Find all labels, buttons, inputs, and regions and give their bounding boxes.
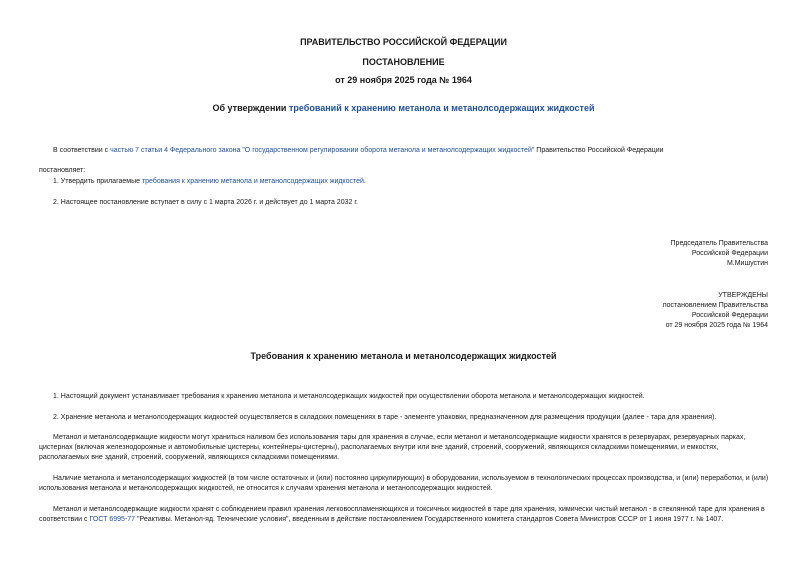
p5-prefix: Метанол и метанолсодержащие жидкости хранят с соблюдением правил хранения легковоспламеняющихся и токсичных жидкостей в таре для хранения, химически чистый метанол - в стеклянной таре для хранения в соответствии с xyxy=(39,506,765,523)
intro-suffix: Правительство Российской Федерации xyxy=(534,147,664,154)
item-2: 2. Настоящее постановление вступает в силу с 1 марта 2026 г. и действует до 1 марта 2032 г. xyxy=(53,199,358,206)
approved-line-2: постановлением Правительства xyxy=(662,302,768,309)
title-prefix: Об утверждении xyxy=(212,103,289,113)
requirements-paragraph-2: 2. Хранение метанола и метанолсодержащих жидкостей осуществляется в складских помещениях в таре - элементе упаковки, предназначенном для размещения продукции (далее - тара для хранения). xyxy=(53,414,717,421)
intro-paragraph xyxy=(53,146,664,156)
item-1-prefix: 1. Утвердить прилагаемые xyxy=(53,178,142,185)
requirements-paragraph-1: 1. Настоящий документ устанавливает требования к хранению метанола и метанолсодержащих жидкостей при осуществлении оборота метанола и метанолсодержащих жидкостей. xyxy=(53,393,645,400)
requirements-paragraph-5 xyxy=(39,505,769,525)
intro-prefix: В соответствии с xyxy=(53,147,111,154)
document-title xyxy=(0,103,807,113)
decides-text: постановляет: xyxy=(39,167,86,174)
title-link[interactable]: требований к хранению метанола и метанолсодержащих жидкостей xyxy=(288,103,595,113)
approved-line-3: Российской Федерации xyxy=(691,312,768,319)
requirements-title: Требования к хранению метанола и метанолсодержащих жидкостей xyxy=(250,351,557,361)
requirements-paragraph-4: Наличие метанола и метанолсодержащих жидкостей (в том числе остаточных и (или) постоянно циркулирующих) в оборудовании, используемом в технологических процессах производства, и (или) переработки, и (или) использования метанола и метанолсодержащих жидкостей, не относится к случаям хранения метанола и метанолсодержащих жидкостей. xyxy=(39,475,769,492)
item-1-suffix: . xyxy=(363,178,366,185)
doc-type-heading: ПОСТАНОВЛЕНИЕ xyxy=(362,57,445,67)
signature-line-1: Председатель Правительства xyxy=(670,240,768,247)
signature-name: М.Мишустин xyxy=(726,260,768,267)
p5-suffix: "Реактивы. Метанол-яд. Технические условия", введенным в действие постановлением Государственного комитета стандартов Совета Министров СССР от 1 июня 1977 г. № 1407. xyxy=(135,516,724,523)
item-1 xyxy=(53,177,366,187)
requirements-link[interactable]: требования к хранению метанола и метанолсодержащих жидкостей xyxy=(141,178,364,185)
requirements-paragraph-3: Метанол и метанолсодержащие жидкости могут храниться наливом без использования тары для хранения в случае, если метанол и метанолсодержащие жидкости хранятся в резервуарах, резервуарных парках, цистернах (включая железнодорожные и автомобильные цистерны, контейнеры-цистерны), располагаемых внутри или вне зданий, строений, сооружений, являющихся складскими помещениями, и емкостях, располагаемых вне зданий, строений, сооружений, являющихся складскими помещениями. xyxy=(39,434,746,461)
government-heading: ПРАВИТЕЛЬСТВО РОССИЙСКОЙ ФЕДЕРАЦИИ xyxy=(300,37,507,47)
signature-line-2: Российской Федерации xyxy=(691,250,768,257)
federal-law-link[interactable]: частью 7 статьи 4 Федерального закона "О государственном регулировании оборота метанола и метанолсодержащих жидкостей" xyxy=(110,147,535,154)
approved-line-4: от 29 ноября 2025 года № 1964 xyxy=(665,322,768,329)
date-number-heading: от 29 ноября 2025 года № 1964 xyxy=(335,75,472,85)
approved-line-1: УТВЕРЖДЕНЫ xyxy=(718,292,768,299)
gost-link[interactable]: ГОСТ 6995-77 xyxy=(89,516,136,523)
